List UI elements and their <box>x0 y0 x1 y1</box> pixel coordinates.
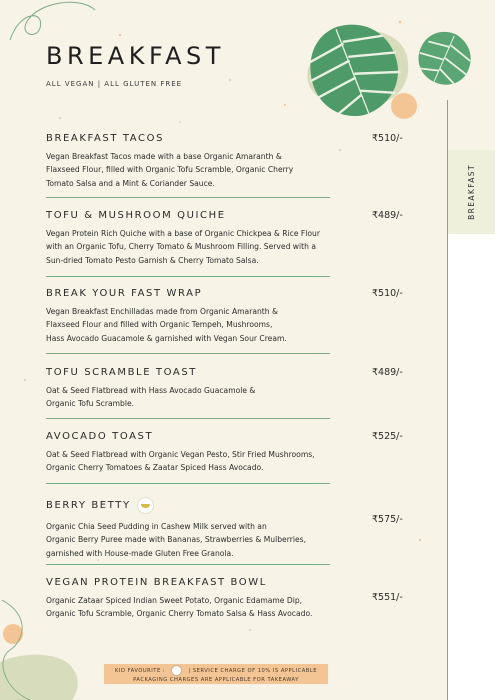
service-charge-note: | SERVICE CHARGE OF 10% IS APPLICABLE <box>188 667 317 674</box>
sage-blob-bottom <box>0 655 78 700</box>
scribble-line <box>10 2 95 40</box>
item-name <box>46 497 410 514</box>
desc-line: garnished with House-made Gluten Free Granola. <box>46 548 234 558</box>
desc-line: Sun-dried Tomato Pesto Garnish & Cherry Tomato Salsa. <box>46 255 259 265</box>
item-description <box>46 305 346 345</box>
item-description <box>46 448 376 475</box>
menu-item <box>46 210 410 267</box>
item-name: VEGAN PROTEIN BREAKFAST BOWL <box>46 577 267 588</box>
divider <box>46 276 330 277</box>
desc-line: Flaxseed Flour and filled with Organic Tempeh, Mushrooms, <box>46 320 273 330</box>
item-description <box>46 384 346 411</box>
item-description <box>46 594 376 621</box>
divider <box>46 353 330 354</box>
footer-note <box>104 664 328 684</box>
item-description <box>46 150 346 190</box>
desc-line: Vegan Breakfast Tacos made with a base Organic Amaranth & <box>46 152 282 161</box>
menu-item <box>46 133 410 190</box>
footer-line-1 <box>115 665 317 676</box>
kid-favourite-icon <box>137 497 154 514</box>
section-side-tab <box>448 150 495 234</box>
desc-line: Flaxseed Flour, filled with Organic Tofu Scramble, Organic Cherry <box>46 165 294 175</box>
desc-line: Hass Avocado Guacamole & garnished with Vegan Sour Cream. <box>46 333 287 343</box>
divider <box>46 197 330 198</box>
page-title: BREAKFAST <box>46 42 225 70</box>
divider <box>46 418 330 419</box>
desc-line: Organic Cherry Tomatoes & Zaatar Spiced Hass Avocado. <box>46 463 264 473</box>
item-name: BREAKFAST TACOS <box>46 133 165 144</box>
desc-line: Vegan Protein Rich Quiche with a base of Organic Chickpea & Rice Flour <box>46 229 320 238</box>
item-price: ₹575/- <box>372 514 403 525</box>
desc-line: Vegan Breakfast Enchilladas made from Organic Amaranth & <box>46 307 278 316</box>
peach-circle-small <box>3 624 23 644</box>
divider <box>46 483 330 484</box>
item-description <box>46 520 356 560</box>
packaging-note: PACKAGING CHARGES ARE APPLICABLE FOR TAKEAWAY <box>133 676 299 683</box>
item-name: TOFU SCRAMBLE TOAST <box>46 367 198 378</box>
item-price: ₹489/- <box>372 210 403 221</box>
item-name-text: BERRY BETTY <box>46 500 131 511</box>
desc-line: Tomato Salsa and a Mint & Coriander Sauce. <box>46 178 215 188</box>
item-description <box>46 227 376 267</box>
peach-circle <box>391 93 417 119</box>
menu-item <box>46 431 410 475</box>
divider <box>46 564 330 565</box>
item-name: BREAK YOUR FAST WRAP <box>46 288 203 299</box>
desc-line: Oat & Seed Flatbread with Organic Vegan Pesto, Stir Fried Mushrooms, <box>46 450 315 459</box>
desc-line: Organic Tofu Scramble. <box>46 399 135 409</box>
desc-line: Organic Tofu Scramble, Organic Cherry Tomato Salsa & Hass Avocado. <box>46 609 313 619</box>
right-panel <box>448 234 495 700</box>
side-tab-label: BREAKFAST <box>467 164 476 220</box>
desc-line: with an Organic Tofu, Cherry Tomato & Mushroom Filling. Served with a <box>46 242 316 252</box>
item-name: AVOCADO TOAST <box>46 431 154 442</box>
monstera-leaf-left-icon <box>296 11 412 128</box>
menu-item <box>46 367 410 411</box>
item-price: ₹525/- <box>372 431 403 442</box>
menu-item <box>46 288 410 345</box>
desc-line: Oat & Seed Flatbread with Hass Avocado Guacamole & <box>46 386 256 395</box>
kid-favourite-label: KID FAVOURITE : <box>115 667 166 674</box>
item-price: ₹510/- <box>372 288 403 299</box>
menu-item <box>46 497 410 560</box>
page-subtitle: ALL VEGAN | ALL GLUTEN FREE <box>46 80 183 88</box>
menu-header <box>46 42 225 88</box>
menu-item <box>46 577 410 621</box>
desc-line: Organic Zataar Spiced Indian Sweet Potato, Organic Edamame Dip, <box>46 596 303 605</box>
item-price: ₹489/- <box>372 367 403 378</box>
kid-favourite-icon <box>171 665 182 676</box>
monstera-leaf-right-icon <box>410 23 480 93</box>
item-price: ₹551/- <box>372 592 403 603</box>
item-price: ₹510/- <box>372 133 403 144</box>
item-name: TOFU & MUSHROOM QUICHE <box>46 210 226 221</box>
scribble-line-bottom <box>2 600 30 700</box>
sage-blob <box>307 31 408 109</box>
desc-line: Organic Berry Puree made with Bananas, Strawberries & Mulberries, <box>46 535 306 545</box>
desc-line: Organic Chia Seed Pudding in Cashew Milk served with an <box>46 522 267 531</box>
